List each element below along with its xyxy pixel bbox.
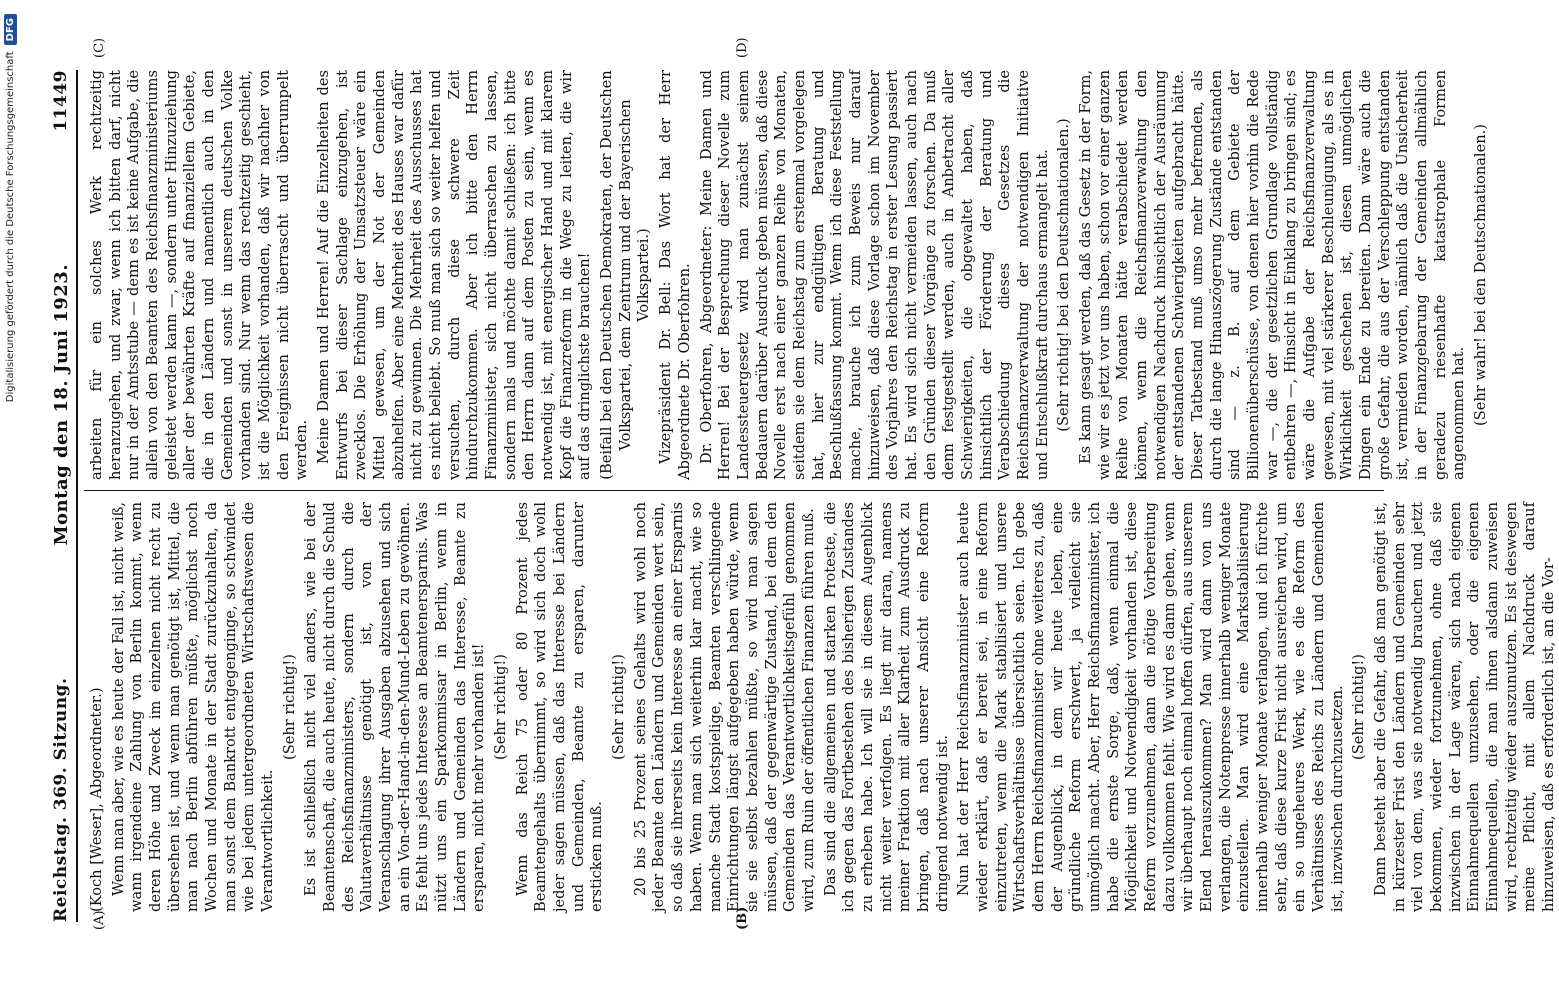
paragraph: Meine Damen und Herren! Auf die Einzelheiten des Entwurfs bei dieser Sachlage einzugehen, ist zwecklos. Die Erhöhung der Umsatzsteuer wäre ein Mittel gewesen, um der Not der Gemeinden abzuhelfen. Aber eine Mehrheit des Hauses war dafür nicht zu gewinnen. Die Mehrheit des Ausschusses hat es nicht beliebt. So muß man sich so weiter helfen und versuchen, durch diese schwere Zeit hindurchzukommen. Aber ich bitte den Herrn Finanzminister, sich nicht überraschen zu lassen, sondern mals und möchte damit schließen: ich bitte den Herrn dann auf dem Posten zu sein, wenn es notwendig ist, mit energischer Hand und mit klarem Kopf die Finanzreform in die Wege zu leiten, die wir auf das dringlichste brauchen! [315,70,594,480]
paragraph: Wenn das Reich 75 oder 80 Prozent jedes Beamtengehalts übernimmt, so wird sich doch wohl jeder sagen müssen, daß das Interesse bei Ländern und Gemeinden, Beamte zu ersparen, darunter ersticken muß. [513,502,606,912]
paragraph: Dr. Oberfohren, Abgeordneter: Meine Damen und Herren! Bei der Besprechung dieser Novelle zum Landessteuergesetz wird man zunächst seinem Bedauern darüber Ausdruck geben müssen, daß diese Novelle erst nach einer ganzen Reihe von Monaten, seitdem sie dem Reichstag zum erstenmal vorgelegen hat, hier zur endgültigen Beratung und Beschlußfassung kommt. Wenn ich diese Feststellung mache, brauche ich zum Beweis nur darauf hinzuweisen, daß diese Vorlage schon im November des Vorjahres den Reichstag in erster Lesung passiert hat. Es wird sich nicht vermeiden lassen, auch nach den Gründen dieser Vorgänge zu forschen. Da muß denn festgestellt werden, auch in Anbetracht aller Schwierigkeiten, die obgewaltet haben, daß hinsichtlich der Förderung der Beratung und Verabschiedung dieses Gesetzes die Reichsfinanzverwaltung der notwendigen Initiative und Entschlußkraft durchaus ermangelt hat. [697,70,1051,480]
paragraph: Dann besteht aber die Gefahr, daß man genötigt ist, in kürzester Frist den Ländern und Gemeinden sehr viel von dem, was sie notwendig brauchen und jetzt bekommen, wieder fortzunehmen, ohne daß sie inzwischen in der Lage wären, sich nach eigenen Einnahmequellen umzusehen, oder die eigenen Einnahmequellen, die man ihnen alsdann zuweisen wird, rechtzeitig wieder auszunutzen. Es ist deswegen meine Pflicht, mit allem Nachdruck darauf hinzuweisen, daß es erforderlich ist, an die Vor- [1372,502,1558,912]
header-session: Reichstag. 369. Sitzung. [51,677,71,922]
paragraph: (Sehr wahr! bei den Deutschnationalen.) [1472,124,1490,426]
paragraph: Es kann gesagt werden, daß das Gesetz in der Form, wie wir es jetzt vor uns haben, schon vor einer ganzen Reihe von Monaten hätte verabschiedet werden können, wenn die Reichsfinanzverwaltung den notwendigen Nachdruck hinsichtlich der Ausräumung der entstandenen Schwierigkeiten aufgebracht hätte. Dieser Tatbestand muß umso mehr befremden, als durch die lange Hinauszögerung Zustände entstanden sind — z. B. auf dem Gebiete der Billionenüberschüsse, von denen hier vorhin die Rede war —, die der gesetzlichen Grundlage vollständig entbehren —, Hinsicht in Einklang zu bringen sind; es wäre die Aufgabe der Reichsfinanzverwaltung gewesen, mit viel stärkerer Beschleunigung, als es in Wirklichkeit geschehen ist, diesen unmöglichen Dingen ein Ende zu bereiten. Dann wäre auch die große Gefahr, die aus der Verschleppung entstanden ist, vermieden worden, nämlich daß die Unsicherheit in der Finanzgebarung der Gemeinden allmählich geradezu riesenhafte katastrophale Formen angenommen hat. [1076,70,1468,480]
paragraph: (Koch [Weser], Abgeordneter.) [88,687,105,912]
header-rule [76,70,78,922]
paragraph: Es ist schließlich nicht viel anders, wie bei der Beamtenschaft, die auch heute, nicht durch die Schuld des Reichsfinanzministers, sondern durch die Valutaverhältnisse genötigt ist, von der Veranschlagung ihrer Ausgaben abzusehen und sich an ein Von-der-Hand-in-den-Mund-Leben zu gewöhnen. Es fehlt uns jedes Interesse an Beamtenersparnis. Was nützt uns ein Sparkommissar in Berlin, wenn in Ländern und Gemeinden das Interesse, Beamte zu ersparen, nicht mehr vorhanden ist! [302,502,488,912]
paragraph: Vizepräsident Dr. Bell: Das Wort hat der Herr Abgeordnete Dr. Oberfohren. [657,70,693,480]
paragraph: (Sehr richtig!) [610,654,628,760]
paragraph: (Sehr richtig!) [1350,654,1368,760]
paragraph: Das sind die allgemeinen und starken Proteste, die ich gegen das Fortbestehen des bisherigen Zustandes zu erheben habe. Ich will sie in diesem Augenblick nicht weiter verfolgen. Es liegt mir daran, namens meiner Fraktion mit aller Klarheit zum Ausdruck zu bringen, daß nach unserer Ansicht eine Reform dringend notwendig ist. [821,502,951,912]
dfg-logo: DFG [4,14,17,45]
margin-marker-d: (D) [735,37,750,58]
page-header [48,70,74,922]
paragraph: Wenn man aber, wie es heute der Fall ist, nicht weiß, wann irgendeine Zahlung von Berlin kommt, wenn deren Höhe und Zweck im einzelnen nicht recht zu übersehen ist, und wenn man genötigt ist, Mittel, die man nach Berlin abführen müßte, möglichst noch Wochen und Monate in der Stadt zurückzuhalten, da man sonst dem Bankrott entgegenginge, so schwindet wie bei jedem untergeordneten Wirtschaftswesen die Verantwortlichkeit. [109,502,277,912]
paragraph: Nun hat der Herr Reichsfinanzminister auch heute wieder erklärt, daß er bereit sei, in eine Reform einzutreten, wenn die Mark stabilisiert und unsere Wirtschaftsverhältnisse übersichtlich seien. Ich gebe dem Herrn Reichsfinanzminister ohne weiteres zu, daß der Augenblick, in dem wir heute leben, eine gründliche Reform erschwert, ja vielleicht sie unmöglich macht. Aber, Herr Reichsfinanzminister, ich habe die ernste Sorge, daß, wenn einmal die Möglichkeit und Notwendigkeit vorhanden ist, diese Reform vorzunehmen, dann die nötige Vorbereitung dazu vollkommen fehlt. Wie wird es dann gehen, wenn wir überhaupt noch einmal hoffen dürfen, aus unserem Elend herauszukommen? Man wird dann von uns verlangen, die Notenpresse innerhalb weniger Monate einzustellen. Man wird eine Markstabilisierung innerhalb weniger Monate verlangen, und ich fürchte sehr, daß diese kurze Frist nicht ausreichen wird, um ein so ungeheures Werk, wie es die Reform des Verhältnisses des Reichs zu Ländern und Gemeinden ist, inzwischen durchzusetzen. [955,502,1346,912]
right-text-column [88,70,1490,480]
margin-marker-b: (B) [735,906,750,930]
column-divider [84,490,1384,491]
header-page-number: 11449 [51,70,71,132]
margin-marker-c: (C) [92,37,107,58]
header-date: Montag den 18. Juni 1923. [50,263,72,546]
paragraph: 20 bis 25 Prozent seines Gehalts wird wohl noch jeder Beamte den Ländern und Gemeinden wert sein, so daß sie ihrerseits kein Interesse an einer Ersparnis haben. Wenn man sich weiterhin klar macht, wie so manche Stadt kostspielige, Beamten verschlingende Einrichtungen längst aufgegeben haben würde, wenn sie sie selbst bezahlen müßte, so wird man sagen müssen, daß der gegenwärtige Zustand, bei dem den Gemeinden das Verantwortlichkeitsgefühl genommen wird, zum Ruin der öffentlichen Finanzen führen muß. [631,502,817,912]
paragraph: (Sehr richtig!) [280,654,298,760]
digitization-text: Digitalisierung gefördert durch die Deutsche Forschungsgemeinschaft [4,51,16,403]
paragraph: arbeiten für ein solches Werk rechtzeitig heranzugehen, und zwar, wenn ich bitten darf, nicht nur in der Amtsstube — denn es ist keine Aufgabe, die allein von den Beamten des Reichsfinanzministeriums geleistet werden kann —, sondern unter Hinzuziehung aller der bewährten Kräfte auf finanziellem Gebiete, die in den Ländern und namentlich auch in den Gemeinden und sonst in unserem deutschen Volke vorhanden sind. Nur wenn das rechtzeitig geschieht, ist die Möglichkeit vorhanden, daß wir nachher von den Ereignissen nicht überrascht und überrumpelt werden. [88,70,311,480]
margin-marker-a: (A) [92,910,107,930]
paragraph: (Beifall bei den Deutschen Demokraten, der Deutschen Volkspartei, dem Zentrum und der Bayerischen Volkspartei.) [598,70,653,480]
left-text-column [88,502,1558,912]
digitization-credit [0,0,20,1000]
paragraph: (Sehr richtig! bei den Deutschnationalen.) [1055,118,1073,432]
paragraph: (Sehr richtig!) [492,654,510,760]
